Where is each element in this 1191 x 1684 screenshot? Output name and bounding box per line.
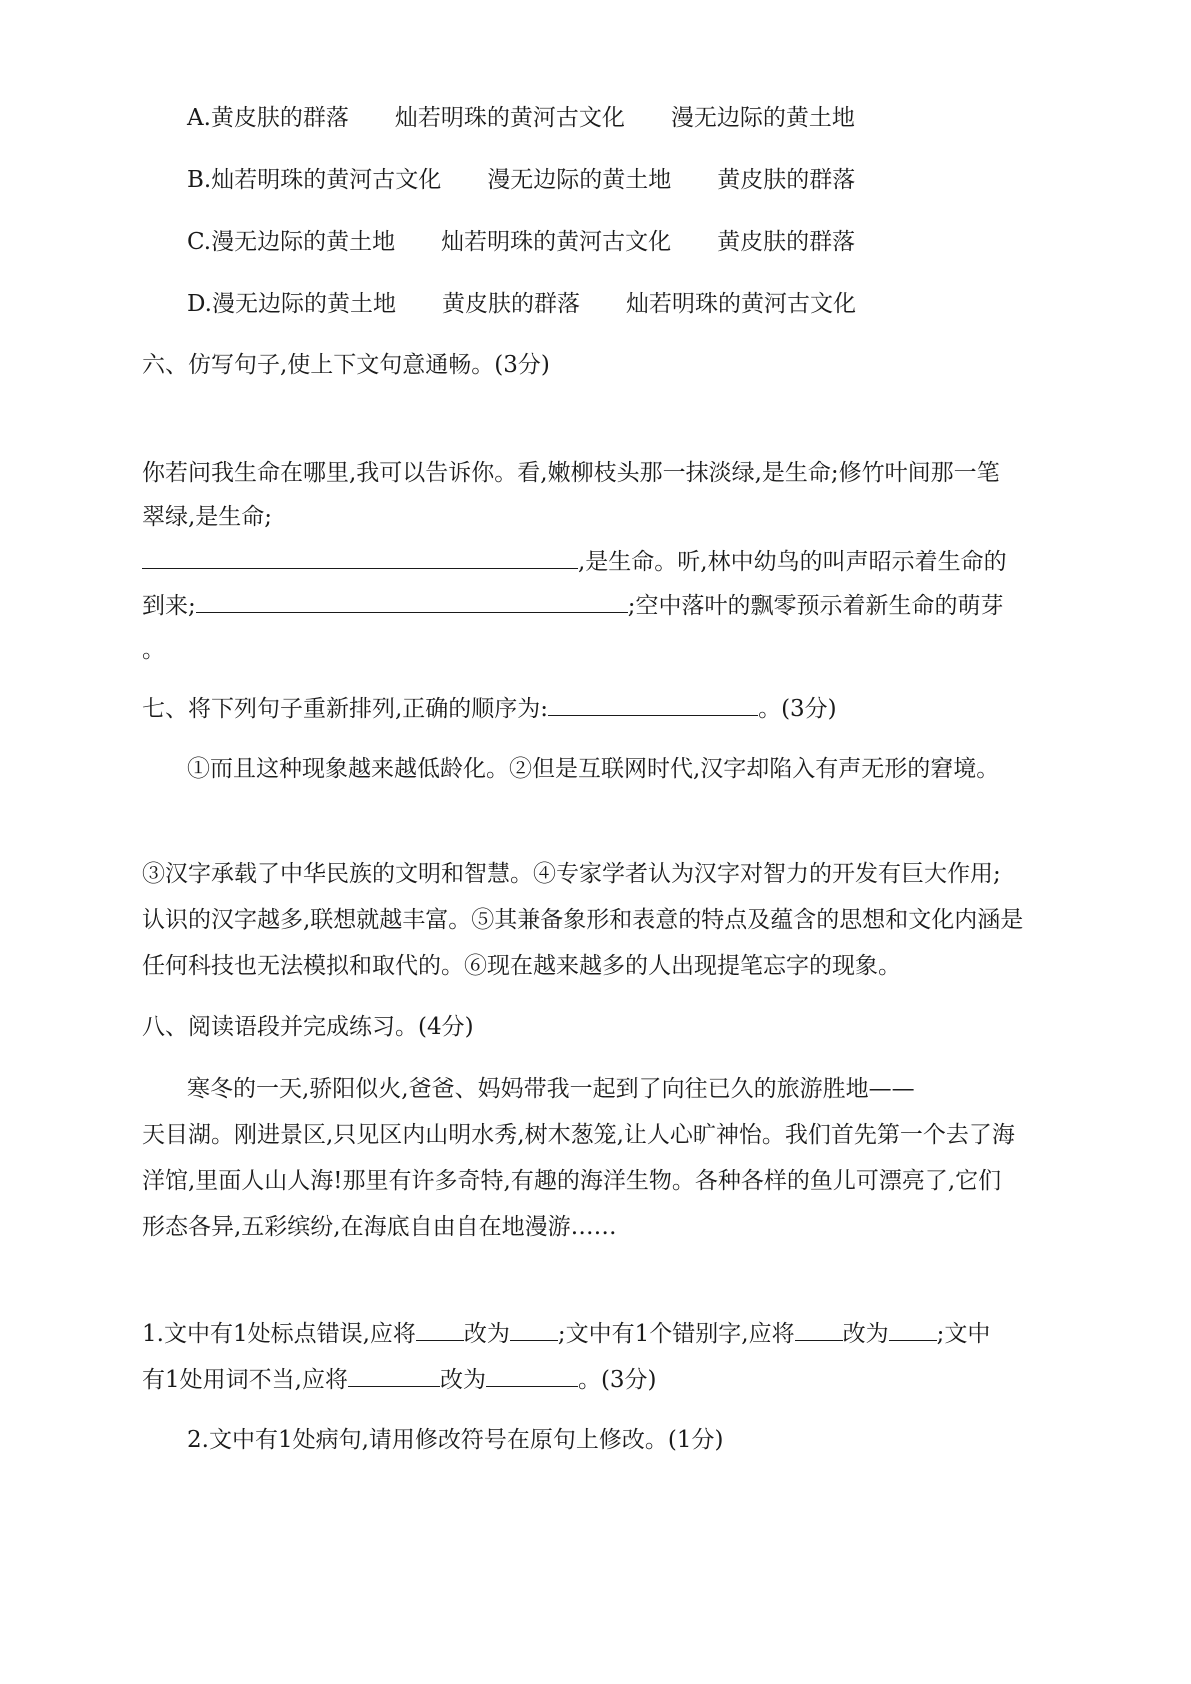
word-fix-blank[interactable] [486,1364,578,1387]
q8-passage-4: 形态各异,五彩缤纷,在海底自由自在地漫游…… [142,1214,617,1240]
q8-passage-3: 洋馆,里面人山人海!那里有许多奇特,有趣的海洋生物。各种各样的鱼儿可漂亮了,它们 [142,1168,1002,1194]
q7-heading: 七、将下列句子重新排列,正确的顺序为: 。(3分) [142,693,837,724]
q6-line-5: 。 [142,637,165,663]
q8-passage-2: 天目湖。刚进景区,只见区内山明水秀,树木葱笼,让人心旷神怡。我们首先第一个去了海 [142,1122,1015,1148]
typo-wrong-blank[interactable] [795,1318,843,1341]
q8-passage-1: 寒冬的一天,骄阳似火,爸爸、妈妈带我一起到了向往已久的旅游胜地—— [187,1076,915,1102]
q6-answer-blank-1[interactable] [142,546,578,569]
q8-heading: 八、阅读语段并完成练习。(4分) [142,1014,474,1040]
punctuation-wrong-blank[interactable] [416,1318,464,1341]
q6-answer-blank-2[interactable] [196,590,628,613]
option-b: B.灿若明珠的黄河古文化 漫无边际的黄土地 黄皮肤的群落 [187,167,856,193]
option-a: A.黄皮肤的群落 灿若明珠的黄河古文化 漫无边际的黄土地 [187,105,855,131]
q7-sentences-4: 任何科技也无法模拟和取代的。⑥现在越来越多的人出现提笔忘字的现象。 [142,953,901,979]
q6-heading: 六、仿写句子,使上下文句意通畅。(3分) [142,352,550,378]
typo-fix-blank[interactable] [889,1318,937,1341]
q7-sentences-2: ③汉字承载了中华民族的文明和智慧。④专家学者认为汉字对智力的开发有巨大作用; [142,861,1001,887]
option-d: D.漫无边际的黄土地 黄皮肤的群落 灿若明珠的黄河古文化 [187,291,856,317]
q8-sub2: 2.文中有1处病句,请用修改符号在原句上修改。(1分) [187,1427,724,1453]
option-c: C.漫无边际的黄土地 灿若明珠的黄河古文化 黄皮肤的群落 [187,229,856,255]
word-wrong-blank[interactable] [348,1364,440,1387]
q7-answer-blank[interactable] [548,693,758,716]
q8-sub1-line-2: 有1处用词不当,应将 改为 。(3分) [142,1364,657,1395]
q6-line-4: 到来; ;空中落叶的飘零预示着新生命的萌芽 [142,590,1004,621]
q7-sentences-1: ①而且这种现象越来越低龄化。②但是互联网时代,汉字却陷入有声无形的窘境。 [187,756,1000,782]
punctuation-fix-blank[interactable] [510,1318,558,1341]
q6-line-2: 翠绿,是生命; [142,504,273,530]
q8-sub1-line-1: 1.文中有1处标点错误,应将 改为 ;文中有1个错别字,应将 改为 ;文中 [142,1318,990,1349]
q6-line-3: ,是生命。听,林中幼鸟的叫声昭示着生命的 [142,546,1007,577]
q7-sentences-3: 认识的汉字越多,联想就越丰富。⑤其兼备象形和表意的特点及蕴含的思想和文化内涵是 [142,907,1024,933]
q6-line-1: 你若问我生命在哪里,我可以告诉你。看,嫩柳枝头那一抹淡绿,是生命;修竹叶间那一笔 [142,460,1000,486]
